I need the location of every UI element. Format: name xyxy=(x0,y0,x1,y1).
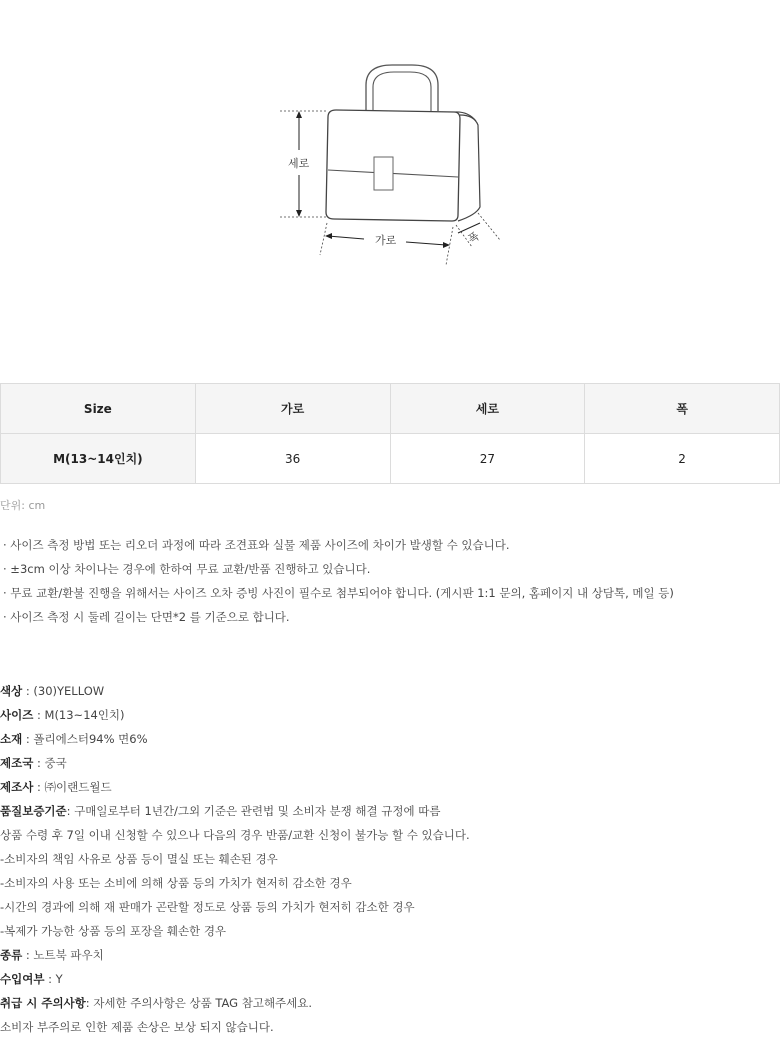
spec-value: -복제가 가능한 상품 등의 포장을 훼손한 경우 xyxy=(0,924,227,938)
spec-key: 소재 xyxy=(0,732,23,746)
spec-item xyxy=(0,971,470,995)
spec-sep: : xyxy=(22,732,34,746)
spec-key: 수입여부 xyxy=(0,972,45,986)
width-label: 가로 xyxy=(375,234,397,247)
spec-key: 취급 시 주의사항 xyxy=(0,996,86,1010)
spec-value: 중국 xyxy=(44,756,67,770)
spec-value: 상품 수령 후 7일 이내 신청할 수 있으나 다음의 경우 반품/교환 신청이 불가능 할 수 있습니다. xyxy=(0,828,470,842)
spec-item xyxy=(0,995,470,1019)
spec-sep: : xyxy=(22,948,34,962)
spec-value: 폴리에스터94% 면6% xyxy=(33,732,148,746)
spec-item xyxy=(0,875,470,899)
spec-value: -소비자의 책임 사유로 상품 등이 멸실 또는 훼손된 경우 xyxy=(0,852,278,866)
table-row xyxy=(1,434,780,484)
cell-height: 27 xyxy=(390,434,585,484)
product-specs xyxy=(0,683,470,1043)
spec-sep: : xyxy=(85,996,94,1010)
spec-item xyxy=(0,923,470,947)
spec-value: 소비자 부주의로 인한 제품 손상은 보상 되지 않습니다. xyxy=(0,1020,274,1034)
unit-label: 단위: cm xyxy=(0,499,46,512)
spec-item xyxy=(0,827,470,851)
spec-item xyxy=(0,851,470,875)
spec-item xyxy=(0,1019,470,1043)
size-notes xyxy=(3,537,674,633)
spec-item xyxy=(0,731,470,755)
height-label: 세로 xyxy=(288,157,310,170)
depth-label: 폭 xyxy=(465,229,482,247)
spec-key: 제조국 xyxy=(0,756,34,770)
spec-key: 제조사 xyxy=(0,780,34,794)
column-header-height: 세로 xyxy=(390,384,585,434)
spec-key: 사이즈 xyxy=(0,708,34,722)
spec-item xyxy=(0,683,470,707)
spec-value: ㈜이랜드월드 xyxy=(44,780,112,794)
spec-item xyxy=(0,755,470,779)
cell-width: 36 xyxy=(195,434,390,484)
table-header-row xyxy=(1,384,780,434)
spec-value: 자세한 주의사항은 상품 TAG 참고해주세요. xyxy=(93,996,313,1010)
column-header-depth: 폭 xyxy=(585,384,780,434)
spec-value: Y xyxy=(55,972,63,986)
spec-item xyxy=(0,707,470,731)
spec-item xyxy=(0,947,470,971)
cell-depth: 2 xyxy=(585,434,780,484)
bag-outline-icon xyxy=(270,55,520,270)
list-item: · ±3cm 이상 차이나는 경우에 한하여 무료 교환/반품 진행하고 있습니다. xyxy=(3,562,371,576)
spec-value: 구매일로부터 1년간/그외 기준은 관련법 및 소비자 분쟁 해결 규정에 따름 xyxy=(74,804,441,818)
spec-item xyxy=(0,899,470,923)
spec-value: (30)YELLOW xyxy=(33,684,105,698)
spec-item xyxy=(0,803,470,827)
list-item: · 사이즈 측정 방법 또는 리오더 과정에 따라 조견표와 실물 제품 사이즈에 차이가 발생할 수 있습니다. xyxy=(3,538,510,552)
size-table xyxy=(0,383,780,484)
spec-sep: : xyxy=(66,804,75,818)
list-item: · 사이즈 측정 시 둘레 길이는 단면*2 를 기준으로 합니다. xyxy=(3,610,290,624)
spec-key: 색상 xyxy=(0,684,23,698)
spec-value: 노트북 파우치 xyxy=(33,948,104,962)
column-header-size: Size xyxy=(1,384,196,434)
spec-sep: : xyxy=(33,756,45,770)
bag-size-diagram xyxy=(270,55,520,270)
spec-sep: : xyxy=(22,684,34,698)
spec-item xyxy=(0,779,470,803)
spec-sep: : xyxy=(44,972,56,986)
spec-key: 품질보증기준 xyxy=(0,804,67,818)
spec-key: 종류 xyxy=(0,948,23,962)
cell-size: M(13~14인치) xyxy=(1,434,196,484)
spec-sep: : xyxy=(33,780,45,794)
spec-sep: : xyxy=(33,708,45,722)
spec-value: -소비자의 사용 또는 소비에 의해 상품 등의 가치가 현저히 감소한 경우 xyxy=(0,876,352,890)
list-item: · 무료 교환/환불 진행을 위해서는 사이즈 오차 증빙 사진이 필수로 첨부되어야 합니다. (게시판 1:1 문의, 홈페이지 내 상담톡, 메일 등) xyxy=(3,586,674,600)
column-header-width: 가로 xyxy=(195,384,390,434)
spec-value: -시간의 경과에 의해 재 판매가 곤란할 정도로 상품 등의 가치가 현저히 감소한 경우 xyxy=(0,900,415,914)
spec-value: M(13~14인치) xyxy=(44,708,125,722)
